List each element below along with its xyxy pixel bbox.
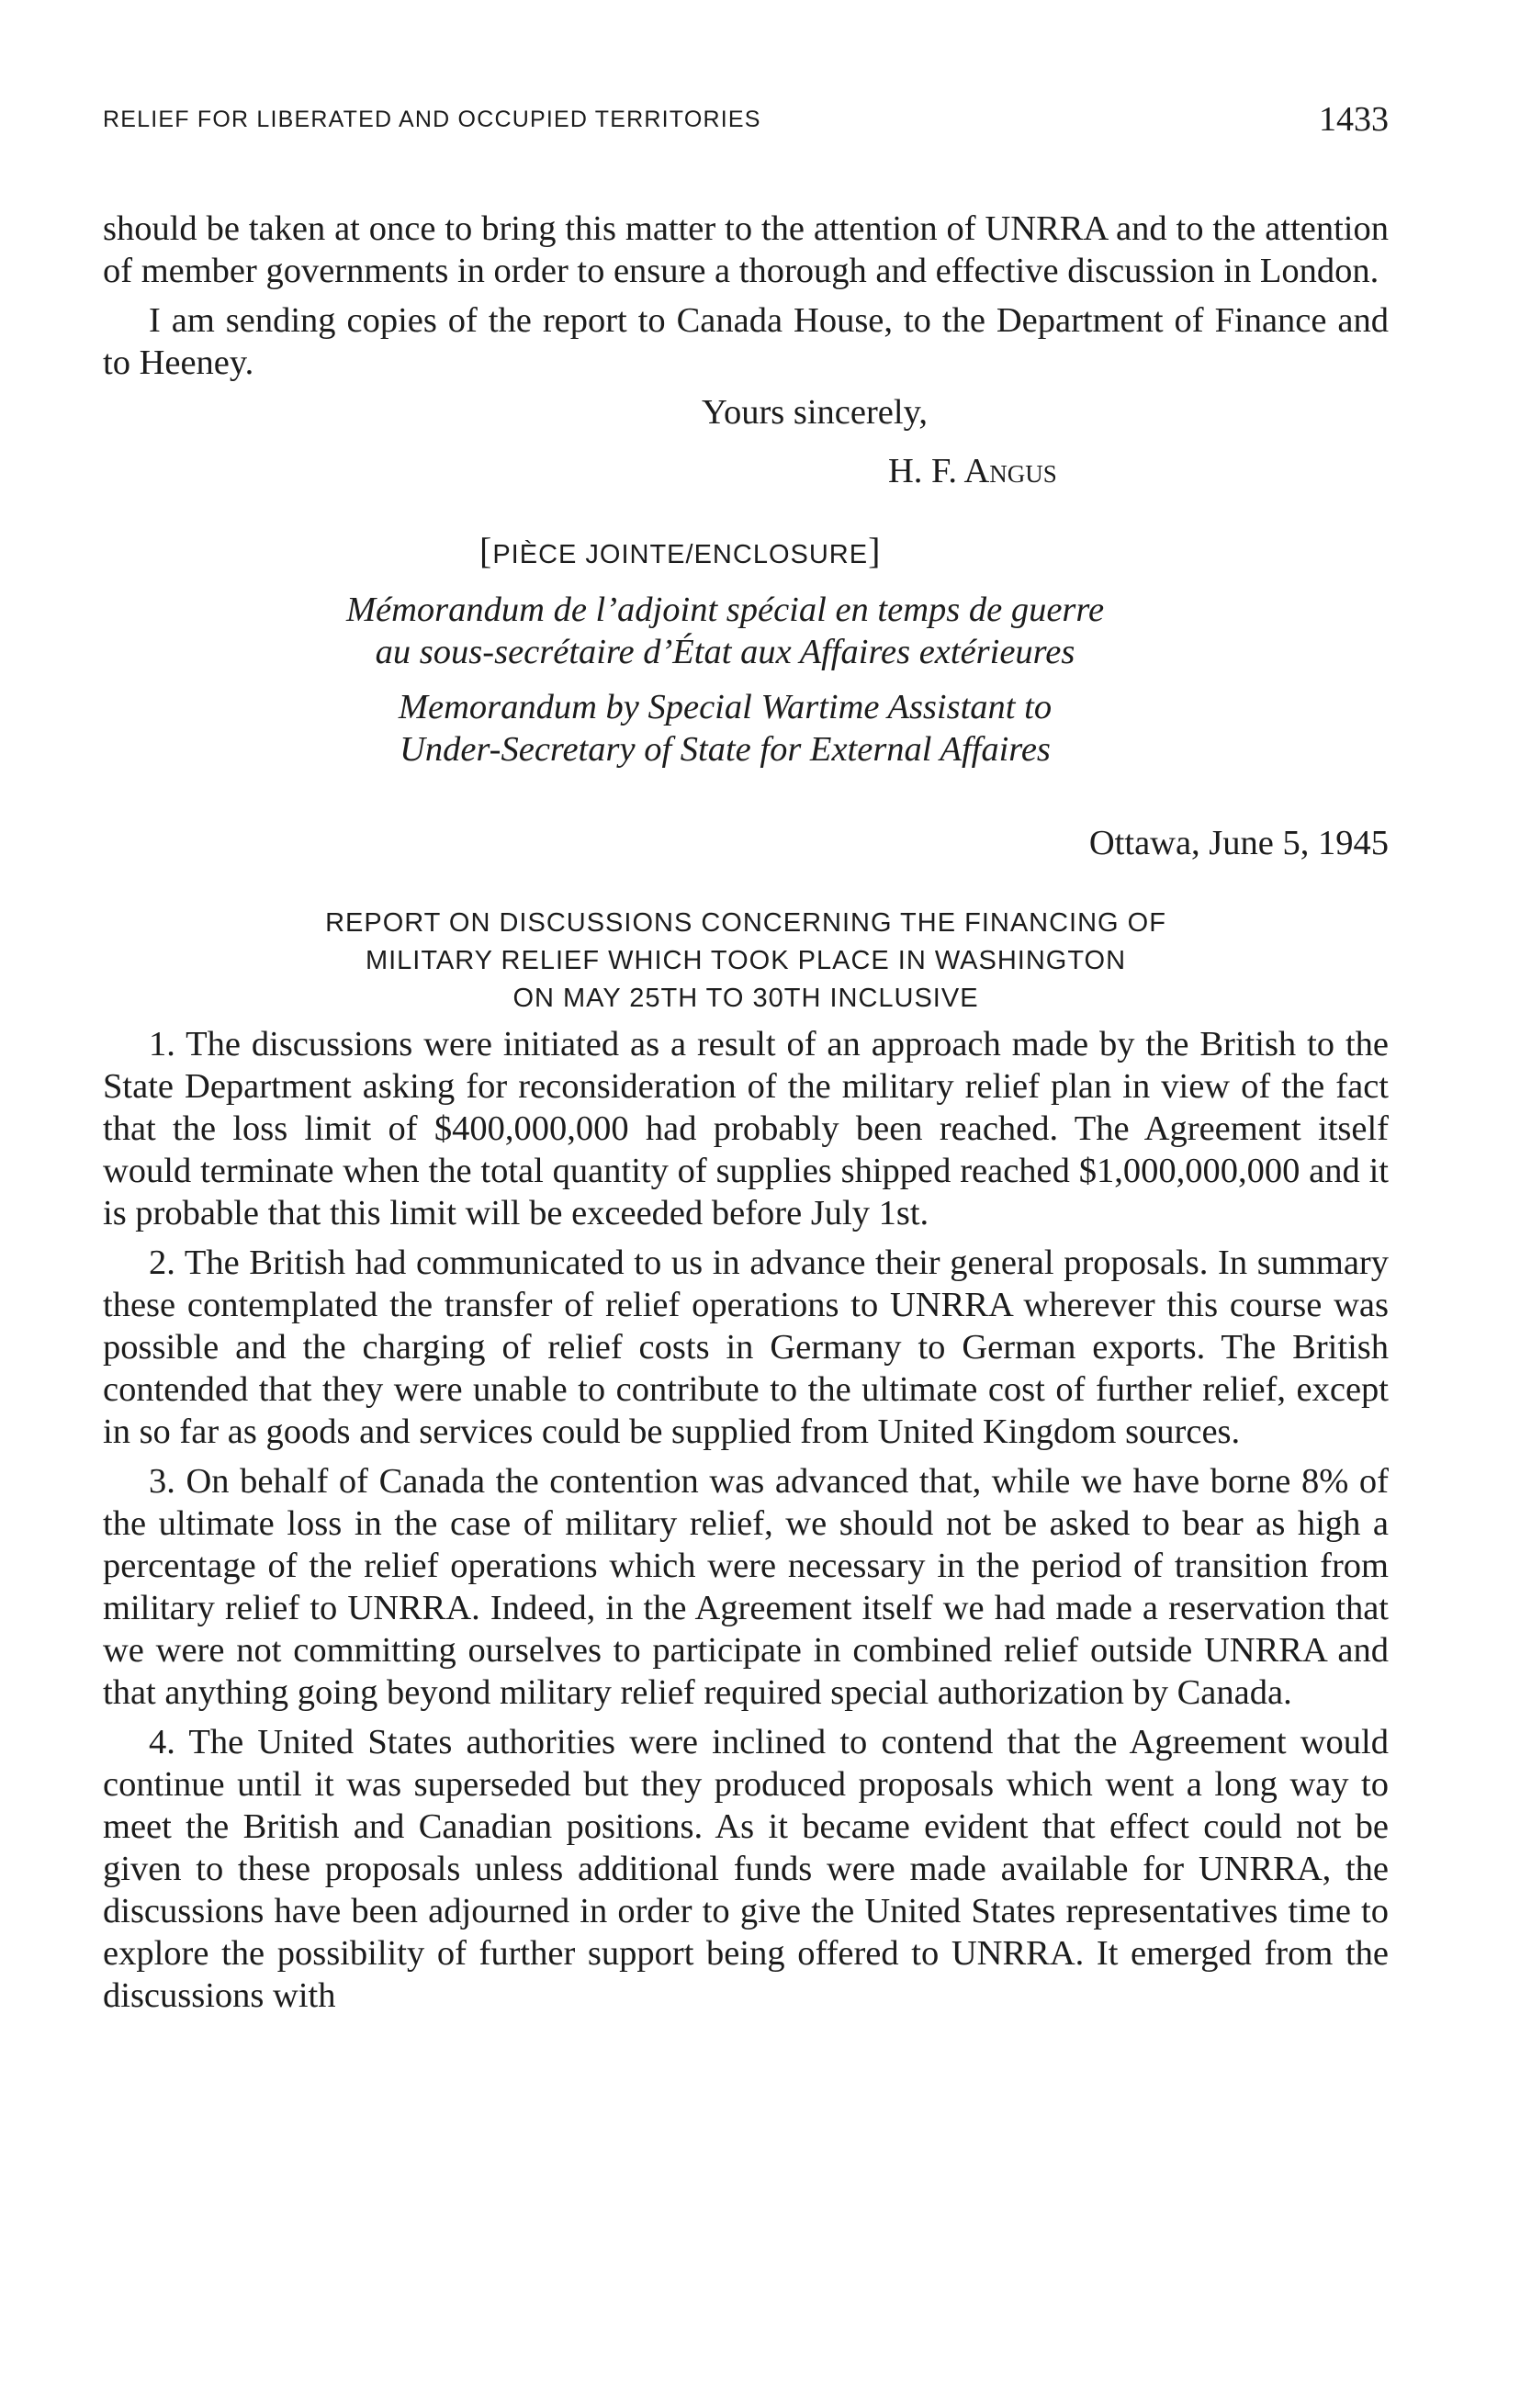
memo-title-english-line: Memorandum by Special Wartime Assistant to (398, 688, 1053, 726)
memo-title-french-line: Mémorandum de l’adjoint spécial en temps de guerre (345, 591, 1105, 629)
report-heading-line: REPORT ON DISCUSSIONS CONCERNING THE FINANCING OF (325, 908, 1166, 938)
running-header (103, 92, 1389, 147)
memo-title-french (103, 589, 1389, 673)
memo-title-english-line: Under-Secretary of State for External Affaires (400, 730, 1051, 769)
memo-dateline: Ottawa, June 5, 1945 (1088, 824, 1389, 862)
document-page (103, 92, 1389, 2017)
report-heading-line: ON MAY 25TH TO 30TH INCLUSIVE (512, 984, 979, 1013)
report-paragraph-4: 4. The United States authorities were inclined to contend that the Agreement would continue until it was superseded but they produced proposals which went a long way to meet the British and Canadian positions. As it became evident that effect could not be given to these proposals unless additional funds were made available for UNRRA, the discussions have been adjourned in order to give the United States representatives time to explore the possibility of further support being offered to UNRRA. It emerged from the discussions with (103, 1723, 1389, 2015)
report-paragraph-2: 2. The British had communicated to us in advance their general proposals. In summary these contemplated the transfer of relief operations to UNRRA wherever this course was possible and the charging of relief costs in Germany to German exports. The British contended that they were unable to contribute to the ultimate cost of further relief, except in so far as goods and services could be supplied from United Kingdom sources. (103, 1243, 1389, 1451)
memo-title-english (103, 686, 1389, 771)
enclosure-label-text: PIÈCE JOINTE/ENCLOSURE (492, 540, 869, 569)
running-title: RELIEF FOR LIBERATED AND OCCUPIED TERRITORIES (103, 107, 761, 132)
report-heading-line: MILITARY RELIEF WHICH TOOK PLACE IN WASHINGTON (365, 946, 1127, 975)
open-bracket-glyph: [ (479, 530, 493, 571)
report-paragraph-3: 3. On behalf of Canada the contention was advanced that, while we have borne 8% of the ultimate loss in the case of military relief, we should not be asked to bear as high a percentage of the relief operations which were necessary in the period of transition from military relief to UNRRA. Indeed, in the Agreement itself we had made a reservation that we were not committing ourselves to participate in combined relief outside UNRRA and that anything going beyond military relief required special authorization by Canada. (103, 1462, 1389, 1712)
report-heading (103, 905, 1389, 1018)
letter-signature: H. F. Angus (888, 452, 1057, 490)
page-number: 1433 (1319, 100, 1389, 139)
letter-copies-paragraph: I am sending copies of the report to Canada House, to the Department of Finance and to Heeney. (103, 301, 1389, 382)
close-bracket-glyph: ] (868, 530, 882, 571)
report-paragraph-1: 1. The discussions were initiated as a result of an approach made by the British to the State Department asking for reconsideration of the military relief plan in view of the fact that the loss limit of $400,000,000 had probably been reached. The Agreement itself would terminate when the total quantity of supplies shipped reached $1,000,000,000 and it is probable that this limit will be exceeded before July 1st. (103, 1025, 1389, 1232)
memo-title-french-line: au sous-secrétaire d’État aux Affaires extérieures (375, 633, 1075, 671)
letter-continuation-paragraph: should be taken at once to bring this matter to the attention of UNRRA and to the attention of member governments in order to ensure a thorough and effective discussion in London. (103, 209, 1389, 290)
enclosure-label (479, 529, 1389, 572)
letter-closing: Yours sincerely, (702, 393, 928, 432)
